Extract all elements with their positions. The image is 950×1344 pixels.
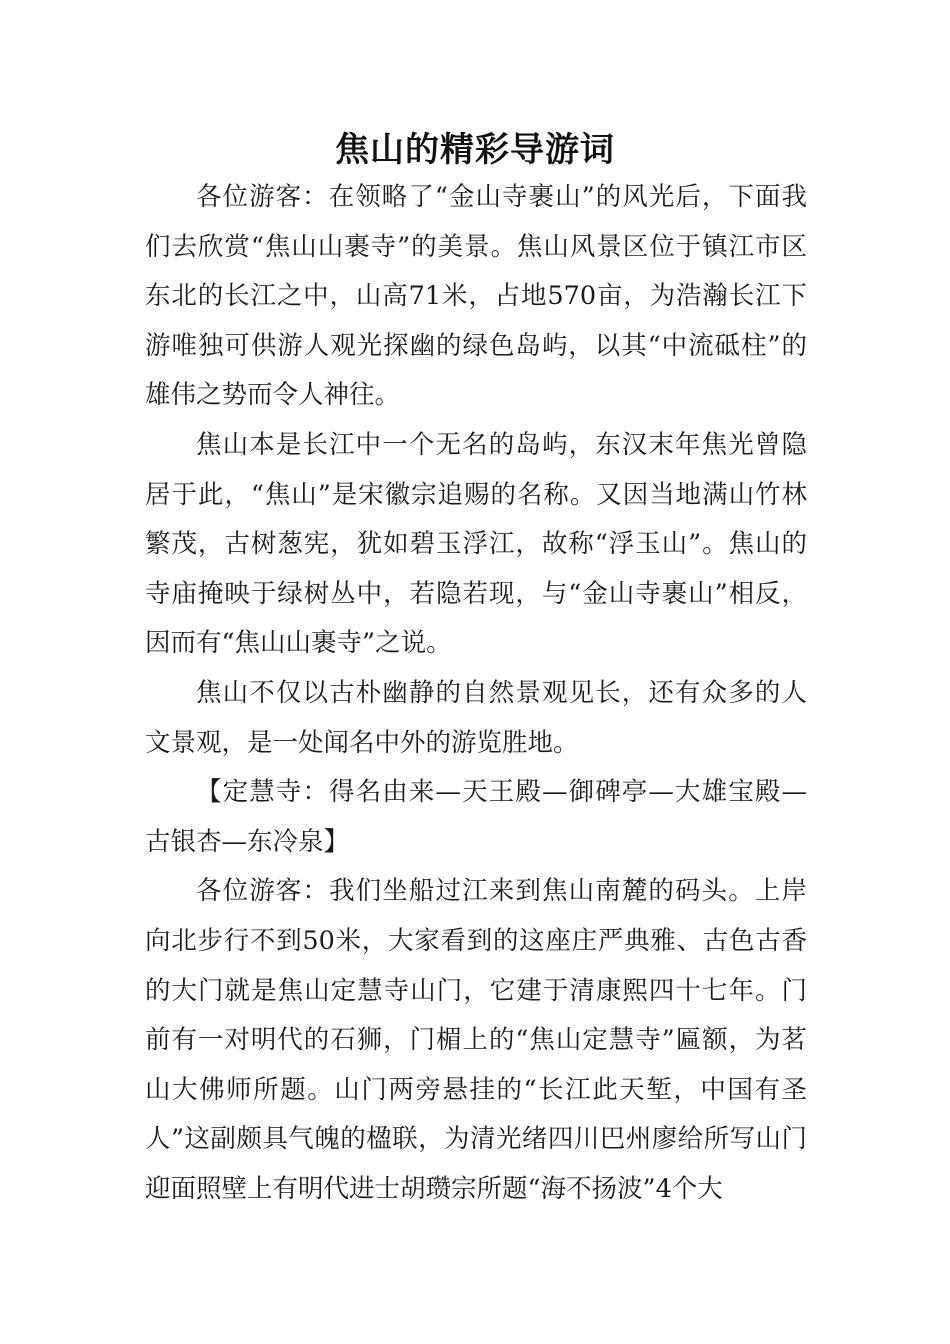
paragraph-landscape: 焦山不仅以古朴幽静的自然景观见长，还有众多的人文景观，是一处闻名中外的游览胜地。: [145, 677, 807, 758]
document-title: 焦山的精彩导游词: [335, 130, 615, 170]
paragraph-intro: 各位游客：在领略了“金山寺裹山”的风光后，下面我们去欣赏“焦山山裹寺”的美景。焦山风景区位于镇江市区东北的长江之中，山高71米，占地570亩，为浩瀚长江下游唯独可供游人观光探幽的绿色岛屿，以其“中流砥柱”的雄伟之势而令人神往。: [145, 182, 807, 411]
document-body: [145, 173, 807, 1214]
paragraph-history: 焦山本是长江中一个无名的岛屿，东汉末年焦光曾隐居于此，“焦山”是宋徽宗追赐的名称。又因当地满山竹林繁茂，古树葱宪，犹如碧玉浮江，故称“浮玉山”。焦山的寺庙掩映于绿树丛中，若隐若现，与“金山寺裹山”相反，因而有“焦山山裹寺”之说。: [145, 429, 807, 659]
paragraph-temple-gate: 各位游客：我们坐船过江来到焦山南麓的码头。上岸向北步行不到50米，大家看到的这座庄严典雅、古色古香的大门就是焦山定慧寺山门，它建于清康熙四十七年。门前有一对明代的石狮，门楣上的“焦山定慧寺”匾额，为茗山大佛师所题。山门两旁悬挂的“长江此天堑，中国有圣人”这副颇具气魄的楹联，为清光绪四川巴州廖给所写山门迎面照壁上有明代进士胡瓒宗所题“海不扬波”4个大: [145, 876, 807, 1204]
paragraph-section-heading: 【定慧寺：得名由来—天王殿—御碑亭—大雄宝殿—古银杏—东冷泉】: [145, 777, 807, 857]
